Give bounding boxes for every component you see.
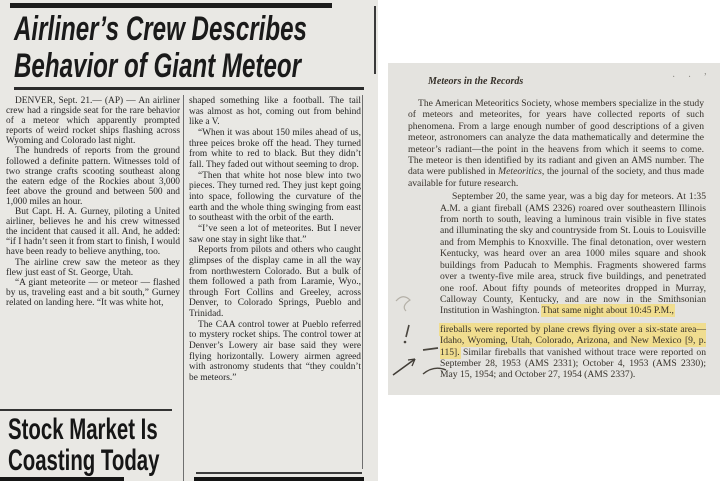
handwritten-swoosh-mark xyxy=(422,364,448,376)
headline-right-rule xyxy=(374,6,376,74)
column-divider-rule xyxy=(183,95,184,481)
doc-paragraph-1-end: , the journal of the society, and thus made available for future research. xyxy=(408,166,705,189)
column2-end-rule xyxy=(196,472,362,474)
journal-name-italic: Meteoritics xyxy=(498,166,542,178)
doc-paragraph-3 xyxy=(440,324,706,381)
section-title: Meteors in the Records xyxy=(428,76,524,87)
book-page xyxy=(388,63,720,395)
stock-headline-top-rule xyxy=(0,409,172,411)
top-rule xyxy=(10,3,332,8)
highlighted-text: That same night about 10:45 P.M., xyxy=(541,305,674,317)
paragraph: The airline crew saw the meteor as they flew just east of St. George, Utah. xyxy=(6,257,180,278)
bottom-right-bar xyxy=(194,477,364,481)
doc-paragraph-2-text: September 20, the same year, was a big day for meteors. At 1:35 A.M. a giant fireball (AMS 2326) roared over southeastern Illinois from north to south, leaving a luminous train visible in five states and illuminating the sky and countryside from St. Louis to Louisville and from Memphis to Knoxville. The final detonation, over western Kentucky, was heard over an area 1000 miles square and shook buildings from Paducah to Memphis. Fragments showered farms over a twenty-five mile area, struck five buildings, and penetrated one roof. About fifty pounds of meteorites dropped in Murray, Calloway County, Kentucky, and are now in the Smithsonian Institution in Washington. xyxy=(440,191,706,317)
article-column-2 xyxy=(189,96,361,384)
headline-line-1: Airliner’s Crew Describes xyxy=(14,10,307,48)
stock-headline-line-2: Coasting Today xyxy=(8,444,160,477)
paragraph: DENVER, Sept. 21.— (AP) — An airliner crew had a ringside seat for the rare behavior of a meteor which apparently prompted reports of weird rocket ships flashing across Wyoming and Colorado last night. xyxy=(6,96,180,147)
stock-market-headline xyxy=(8,414,160,476)
paragraph: “A giant meteorite — or meteor — flashed by us, traveling east and a bit south,” Gurney related on landing here. “It was white hot, xyxy=(6,277,180,308)
doc-paragraph-2 xyxy=(440,191,706,316)
main-headline xyxy=(14,11,307,85)
paragraph: But Capt. H. A. Gurney, piloting a United airliner, believes he and his crew witnessed the incident that caused it all. And, he added: “if I hadn’t seen it from start to finish, I would have been ready to believe anything, too. xyxy=(6,207,181,258)
article-column-1 xyxy=(6,96,180,308)
column-right-rule xyxy=(362,95,363,469)
pencil-marks: · · ʼ xyxy=(672,72,712,83)
paragraph: “I’ve seen a lot of meteorites. But I never saw one stay in sight like that.” xyxy=(189,223,361,245)
paragraph: Reports from pilots and others who caught glimpses of the display came in all the way from northwestern Colorado. But a bulk of them followed a path from Laramie, Wyo., through Fort Collins and Greeley, across Denver, to Colorado Springs, Pueblo and Trinidad. xyxy=(189,245,361,320)
doc-paragraph-1-text: The American Meteoritics Society, whose members specialize in the study of meteors and meteorites, for years have collected reports of such phenomena. From a large enough number of good descriptions of a given meteor, astronomers can analyze the data mathematically and determine the meteor’s radiant—the point in the heavens from which it seems to come. The meteor is then identified by its radiant and given an AMS number. The data were published in xyxy=(408,98,704,178)
doc-paragraph-1 xyxy=(408,98,704,189)
stock-headline-line-1: Stock Market Is xyxy=(8,413,158,446)
headline-line-2: Behavior of Giant Meteor xyxy=(14,47,302,85)
paragraph: shaped something like a football. The tail was almost as hot, coming out from behind like a V. xyxy=(189,96,361,128)
paragraph: “When it was about 150 miles ahead of us, three peices broke off the head. They turned from white to red to black. But they didn’t fall. They faded out without seeming to drop. xyxy=(189,127,361,170)
highlighted-text: fireballs were reported by plane crews flying over a six-state area—Idaho, Wyoming, Utah, Colorado, Arizona, and New Mexico [9, p. 115]. xyxy=(440,323,706,358)
paragraph: The hundreds of reports from the ground followed a definite pattern. Witnesses told of two strange crafts scooting southeast along the eatern edge of the Rockies about 3,000 feet above the ground and between 500 and 1,000 miles an hour. xyxy=(6,146,180,207)
bottom-left-bar xyxy=(0,477,124,481)
paragraph: “Then that white hot nose blew into two pieces. They turned red. They just kept going into space, following the curvature of the earth and the whole thing swinging from east to southeast with the orbit of the earth. xyxy=(189,170,361,224)
headline-bottom-rule xyxy=(14,87,364,90)
paragraph: The CAA control tower at Pueblo referred to mystery rocket ships. The control tower at Denver’s Lowery air base said they were flying horizontally. Lowery airmen agreed with astronomy students that “they couldn’t be meteors.” xyxy=(189,319,361,384)
doc-paragraph-3-end: Similar fireballs that vanished without trace were reported on September 28, 1953 (AMS 2331); October 4, 1953 (AMS 2330); May 15, 1954; and October 27, 1954 (AMS 2337). xyxy=(440,346,706,381)
